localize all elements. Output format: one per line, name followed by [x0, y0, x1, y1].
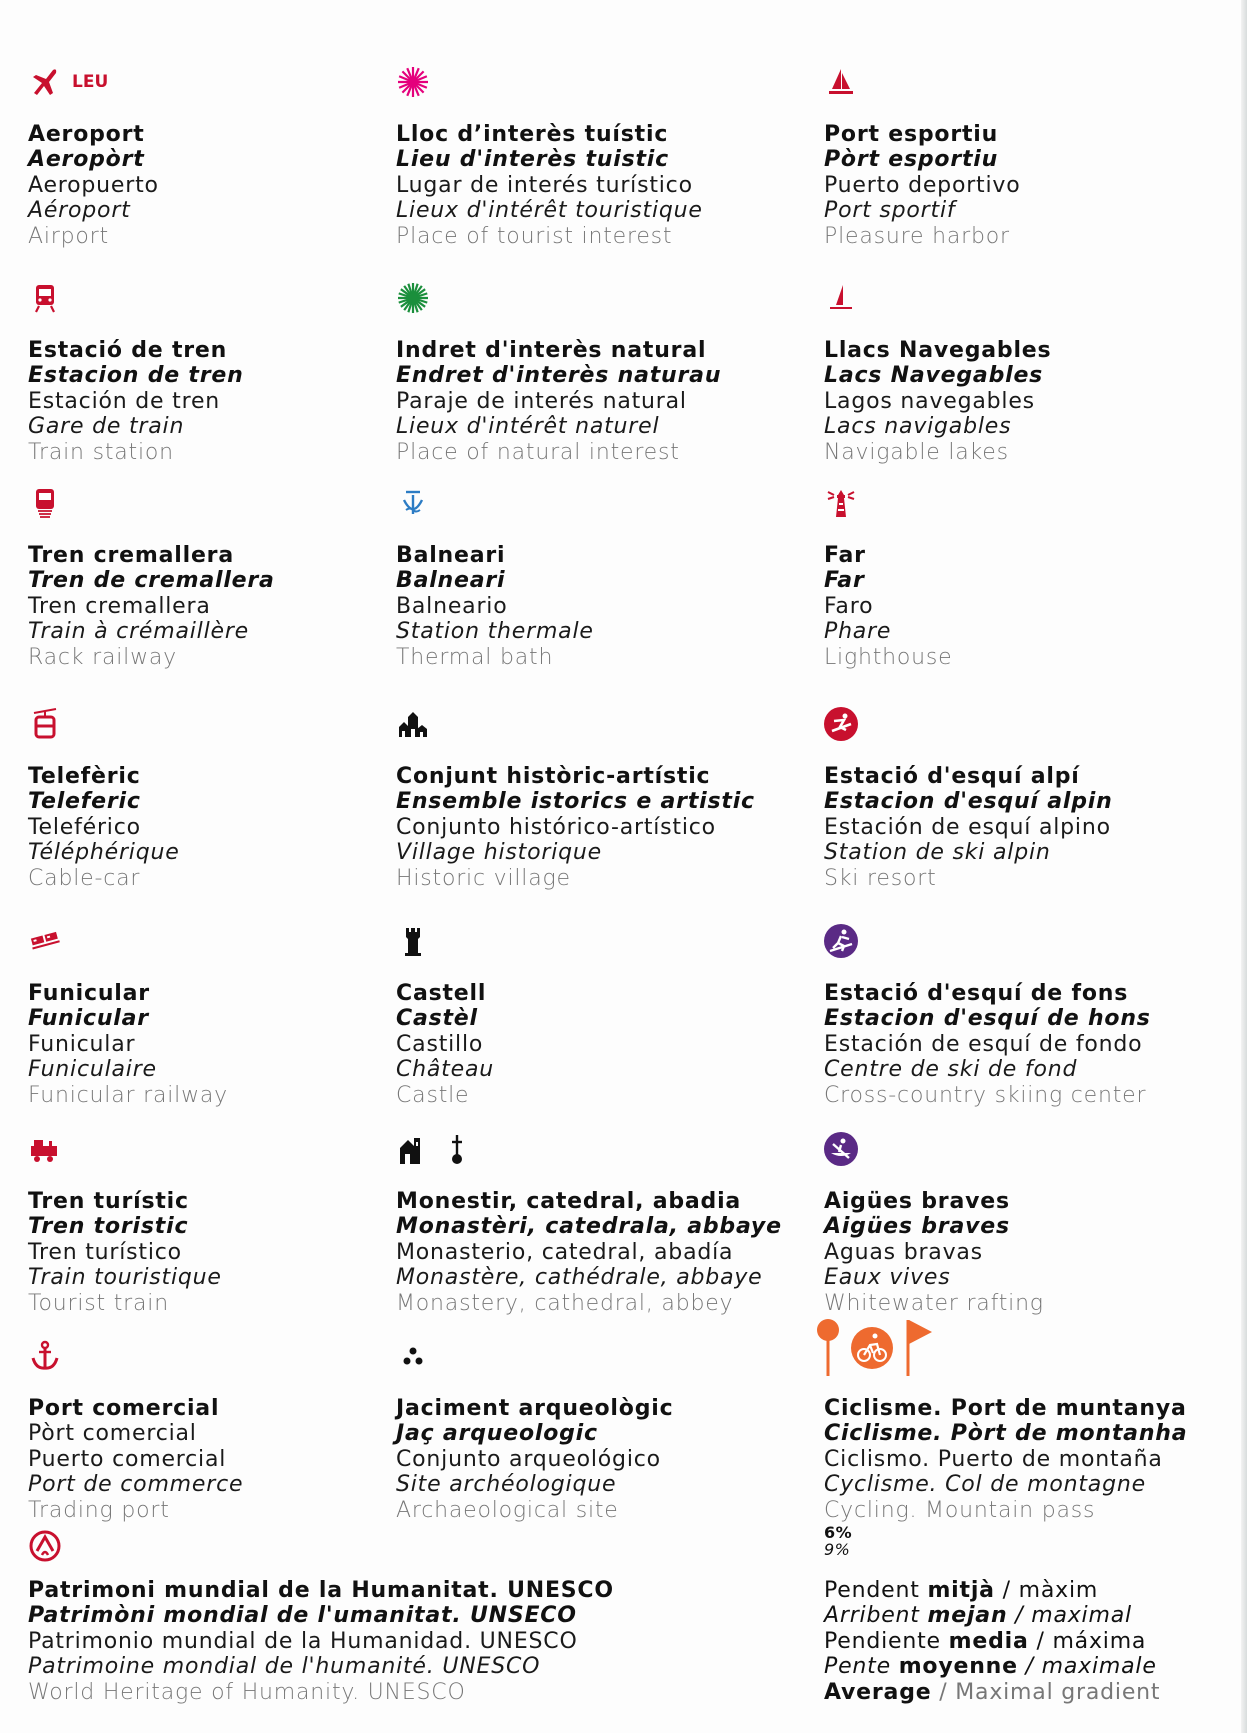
label-english: Historic village — [396, 865, 571, 891]
label-spanish: Ciclismo. Puerto de montaña — [824, 1446, 1163, 1472]
legend-symbol — [824, 704, 858, 744]
label-catalan: Patrimoni mundial de la Humanitat. UNESCO — [28, 1578, 614, 1603]
lighthouse-icon — [824, 486, 858, 520]
gradient-text-segment: mejan — [927, 1603, 1008, 1629]
label-occitan: Monastèri, catedrala, abbaye — [396, 1214, 782, 1240]
church-icon — [396, 1132, 430, 1166]
legend-symbol — [28, 62, 108, 102]
label-occitan: Castèl — [396, 1006, 478, 1032]
label-catalan: Port esportiu — [824, 122, 999, 147]
label-occitan: Endret d'interès naturau — [396, 363, 722, 389]
legend-symbol — [396, 278, 430, 318]
label-spanish: Puerto comercial — [28, 1446, 227, 1472]
gradient-text-segment: / Maximal gradient — [931, 1679, 1161, 1705]
gradient-label-french — [824, 1654, 1160, 1679]
label-english: Trading port — [28, 1497, 170, 1523]
gradient-text-segment: / maximal — [1007, 1603, 1132, 1629]
label-occitan: Lieu d'interès tuistic — [396, 147, 669, 173]
label-french: Monastère, cathédrale, abbaye — [396, 1265, 763, 1291]
label-french: Station thermale — [396, 619, 594, 645]
dots-icon — [396, 1339, 430, 1373]
label-occitan: Tren de cremallera — [28, 568, 275, 594]
label-occitan: Patrimòni mondial de l'umanitat. UNSECO — [28, 1603, 577, 1629]
label-english: Pleasure harbor — [824, 223, 1010, 249]
label-spanish: Castillo — [396, 1031, 484, 1057]
label-catalan: Lloc d’interès tuístic — [396, 122, 669, 147]
label-french: Patrimoine mondial de l'humanité. UNESCO — [28, 1654, 541, 1680]
gradient-text-segment: media — [948, 1628, 1029, 1654]
label-catalan: Tren cremallera — [28, 543, 234, 568]
cross-country-ski-icon — [824, 924, 858, 958]
gradient-text-segment: Pendent — [824, 1578, 928, 1603]
legend-symbol — [824, 278, 858, 318]
gradient-legend — [824, 1524, 1160, 1705]
rafting-icon — [824, 1132, 858, 1166]
label-occitan: Ensemble istorics e artistic — [396, 789, 755, 815]
label-french: Eaux vives — [824, 1265, 951, 1291]
label-spanish: Faro — [824, 593, 874, 619]
label-french: Station de ski alpin — [824, 840, 1051, 866]
small-sailboat-icon — [824, 281, 858, 315]
legend-symbol — [28, 704, 62, 744]
legend-symbol — [28, 1336, 62, 1376]
label-catalan: Llacs Navegables — [824, 338, 1052, 363]
label-occitan: Estacion de tren — [28, 363, 244, 389]
label-catalan: Funicular — [28, 981, 150, 1006]
label-spanish: Balneario — [396, 593, 508, 619]
label-spanish: Funicular — [28, 1031, 136, 1057]
label-catalan: Aeroport — [28, 122, 145, 147]
label-english: Tourist train — [28, 1290, 169, 1316]
label-catalan: Port comercial — [28, 1396, 220, 1421]
gradient-text-segment: moyenne — [898, 1654, 1018, 1680]
label-spanish: Monasterio, catedral, abadía — [396, 1239, 734, 1265]
label-french: Train à crémaillère — [28, 619, 250, 645]
label-occitan: Funicular — [28, 1006, 149, 1032]
label-occitan: Tren toristic — [28, 1214, 189, 1240]
label-spanish: Aeropuerto — [28, 172, 159, 198]
label-occitan: Pòrt esportiu — [824, 147, 999, 173]
legend-symbol — [824, 921, 858, 961]
label-occitan: Estacion d'esquí de hons — [824, 1006, 1151, 1032]
label-english: Place of natural interest — [396, 439, 680, 465]
gradient-label-english — [824, 1680, 1160, 1705]
label-english: Train station — [28, 439, 174, 465]
label-english: Monastery, cathedral, abbey — [396, 1290, 734, 1316]
label-english: Airport — [28, 223, 109, 249]
funicular-icon — [28, 924, 62, 958]
label-english: Navigable lakes — [824, 439, 1009, 465]
magenta-star-icon — [396, 65, 430, 99]
label-spanish: Lugar de interés turístico — [396, 172, 693, 198]
label-english: Thermal bath — [396, 644, 554, 670]
gradient-label-occitan — [824, 1603, 1160, 1628]
label-spanish: Patrimonio mundial de la Humanidad. UNESCO — [28, 1628, 578, 1654]
label-occitan: Pòrt comercial — [28, 1421, 197, 1447]
label-french: Village historique — [396, 840, 602, 866]
label-french: Château — [396, 1057, 494, 1083]
gradient-text-segment: / maximale — [1017, 1654, 1157, 1680]
legend-symbol — [816, 1318, 934, 1378]
label-french: Funiculaire — [28, 1057, 157, 1083]
legend-symbol — [396, 921, 430, 961]
label-occitan: Ciclisme. Pòrt de montanha — [824, 1421, 1188, 1447]
label-spanish: Tren turístico — [28, 1239, 182, 1265]
label-occitan: Far — [824, 568, 865, 594]
cyclist-icon — [850, 1326, 894, 1370]
label-french: Gare de train — [28, 414, 185, 440]
alpine-ski-icon — [824, 707, 858, 741]
sailboat-icon — [824, 65, 858, 99]
label-english: Place of tourist interest — [396, 223, 673, 249]
legend-symbol — [28, 278, 62, 318]
gradient-text-segment: Pente — [824, 1654, 899, 1680]
gradient-text-segment: mitjà — [927, 1578, 995, 1603]
village-icon — [396, 707, 430, 741]
label-spanish: Lagos navegables — [824, 388, 1035, 414]
gradient-label-catalan — [824, 1578, 1160, 1603]
label-catalan: Tren turístic — [28, 1189, 189, 1214]
label-french: Train touristique — [28, 1265, 222, 1291]
green-star-icon — [396, 281, 430, 315]
legend-symbol — [824, 483, 858, 523]
label-spanish: Estación de esquí de fondo — [824, 1031, 1143, 1057]
label-catalan: Jaciment arqueològic — [396, 1396, 674, 1421]
label-catalan: Ciclisme. Port de muntanya — [824, 1396, 1187, 1421]
legend-symbol — [396, 1129, 474, 1169]
castle-tower-icon — [396, 924, 430, 958]
pin-icon — [816, 1318, 840, 1378]
label-catalan: Monestir, catedral, abadia — [396, 1189, 742, 1214]
label-occitan: Lacs Navegables — [824, 363, 1044, 389]
label-spanish: Paraje de interés natural — [396, 388, 687, 414]
label-catalan: Indret d'interès natural — [396, 338, 707, 363]
average-gradient-value: 6% — [824, 1523, 853, 1542]
label-spanish: Estación de esquí alpino — [824, 814, 1111, 840]
gradient-text-segment: / máxima — [1028, 1628, 1147, 1654]
label-english: Castle — [396, 1082, 470, 1108]
label-catalan: Conjunt històric-artístic — [396, 764, 711, 789]
train-icon — [28, 281, 62, 315]
legend-symbol — [396, 704, 430, 744]
max-gradient-value: 9% — [824, 1540, 851, 1559]
legend-symbol — [28, 483, 62, 523]
label-french: Phare — [824, 619, 892, 645]
label-english: Archaeological site — [396, 1497, 619, 1523]
label-occitan: Teleferic — [28, 789, 141, 815]
cable-car-icon — [28, 707, 62, 741]
label-catalan: Estació d'esquí de fons — [824, 981, 1129, 1006]
label-catalan: Telefèric — [28, 764, 141, 789]
gradient-text-segment: Pendiente — [824, 1628, 949, 1654]
label-spanish: Puerto deportivo — [824, 172, 1021, 198]
label-french: Aéroport — [28, 198, 131, 224]
label-spanish: Conjunto arqueológico — [396, 1446, 661, 1472]
label-occitan: Estacion d'esquí alpin — [824, 789, 1113, 815]
label-french: Cyclisme. Col de montagne — [824, 1472, 1146, 1498]
legend-symbol — [824, 62, 858, 102]
cross-icon — [440, 1132, 474, 1166]
label-french: Site archéologique — [396, 1472, 617, 1498]
gradient-label-spanish — [824, 1629, 1160, 1654]
gradient-text-segment: Arribent — [824, 1603, 928, 1629]
thermal-bath-icon — [396, 486, 430, 520]
label-occitan: Aeropòrt — [28, 147, 145, 173]
label-french: Port de commerce — [28, 1472, 244, 1498]
label-occitan: Balneari — [396, 568, 506, 594]
label-spanish: Tren cremallera — [28, 593, 211, 619]
label-catalan: Estació d'esquí alpí — [824, 764, 1080, 789]
label-english: World Heritage of Humanity. UNESCO — [28, 1679, 466, 1705]
legend-symbol — [396, 62, 430, 102]
label-catalan: Aigües braves — [824, 1189, 1010, 1214]
label-french: Lieux d'intérêt naturel — [396, 414, 660, 440]
label-french: Téléphérique — [28, 840, 180, 866]
label-english: Cross-country skiing center — [824, 1082, 1147, 1108]
gradient-text-segment: Average — [824, 1679, 932, 1705]
airplane-icon — [28, 65, 62, 99]
label-spanish: Conjunto histórico-artístico — [396, 814, 716, 840]
airport-code: LEU — [72, 72, 109, 92]
flag-icon — [904, 1318, 934, 1378]
unesco-icon — [28, 1529, 62, 1563]
legend-symbol — [28, 1526, 62, 1566]
label-spanish: Estación de tren — [28, 388, 221, 414]
label-english: Rack railway — [28, 644, 177, 670]
label-english: Whitewater rafting — [824, 1290, 1044, 1316]
label-spanish: Teleférico — [28, 814, 141, 840]
anchor-icon — [28, 1339, 62, 1373]
label-french: Port sportif — [824, 198, 956, 224]
label-occitan: Jaç arqueologic — [396, 1421, 598, 1447]
label-french: Lacs navigables — [824, 414, 1012, 440]
label-catalan: Estació de tren — [28, 338, 228, 363]
label-occitan: Aigües braves — [824, 1214, 1010, 1240]
legend-symbol — [824, 1129, 858, 1169]
legend-symbol — [396, 483, 430, 523]
label-french: Centre de ski de fond — [824, 1057, 1078, 1083]
rack-train-icon — [28, 486, 62, 520]
label-catalan: Far — [824, 543, 866, 568]
label-catalan: Castell — [396, 981, 487, 1006]
label-catalan: Balneari — [396, 543, 506, 568]
legend-symbol — [28, 1129, 62, 1169]
label-english: Ski resort — [824, 865, 937, 891]
legend-symbol — [28, 921, 62, 961]
label-english: Funicular railway — [28, 1082, 228, 1108]
label-english: Cycling. Mountain pass — [824, 1497, 1096, 1523]
legend-symbol — [396, 1336, 430, 1376]
label-english: Cable-car — [28, 865, 141, 891]
tourist-train-icon — [28, 1132, 62, 1166]
label-english: Lighthouse — [824, 644, 953, 670]
page-edge — [1241, 0, 1247, 1733]
label-french: Lieux d'intérêt touristique — [396, 198, 703, 224]
label-spanish: Aguas bravas — [824, 1239, 983, 1265]
gradient-text-segment: / màxim — [994, 1578, 1099, 1603]
